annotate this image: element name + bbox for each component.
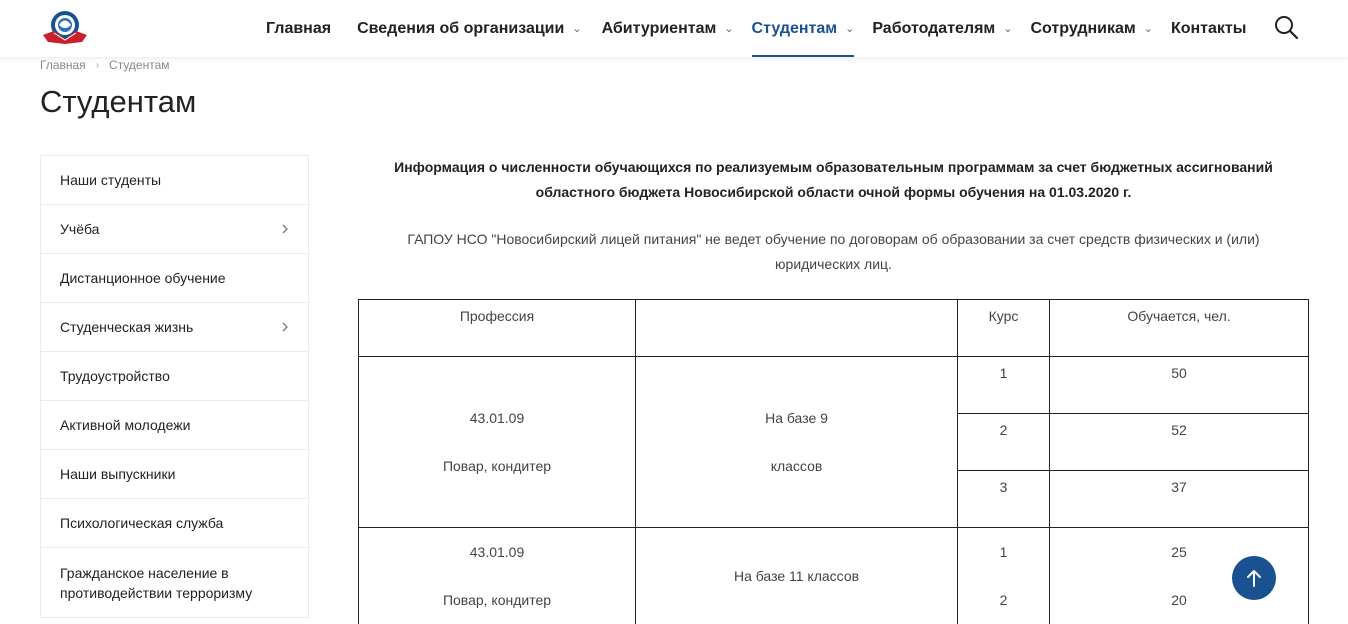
page-title: Студентам [40,84,197,119]
breadcrumb-current: Студентам [109,58,170,72]
nav-item-employers[interactable] [872,0,1012,57]
count-cell: 25 [1050,528,1309,577]
sidebar-item-label: Активной молодежи [60,417,191,433]
base-cell [636,357,958,528]
main-nav [266,0,1246,57]
count-cell: 52 [1050,414,1309,471]
table-row [359,528,1309,577]
nav-label: Абитуриентам [601,19,717,37]
nav-label: Контакты [1170,19,1247,37]
sidebar-item-label: Гражданское население в противодействии терроризму [60,564,253,601]
sidebar-item-graduates[interactable] [41,450,308,499]
chevron-right-icon: › [95,59,100,71]
nav-item-contacts[interactable] [1171,0,1246,57]
sidebar-item-employment[interactable] [41,352,308,401]
nav-item-students[interactable] [752,0,855,57]
chevron-down-icon: ⌄ [845,23,855,35]
base-text: На базе 9 [765,410,828,426]
chevron-down-icon: ⌄ [724,23,734,35]
site-header [0,0,1348,57]
profession-name: Повар, кондитер [442,592,552,608]
profession-code: 43.01.09 [469,544,525,560]
chevron-down-icon: ⌄ [1003,23,1013,35]
info-note-line: ГАПОУ НСО "Новосибирский лицей питания" не ведет обучение по договорам об образовании за счет средств физических и (или) [407,231,1260,247]
count-cell: 37 [1050,471,1309,528]
header-count: Обучается, чел. [1050,300,1309,357]
search-icon[interactable] [1273,14,1299,40]
sidebar-item-label: Трудоустройство [60,368,170,384]
logo-icon[interactable] [40,9,90,47]
chevron-right-icon [280,224,290,234]
enrollment-table [358,299,1309,624]
sidebar-item-distance-learning[interactable] [41,254,308,303]
course-cell: 2 [958,414,1050,471]
sidebar-item-label: Наши студенты [60,172,162,188]
sidebar-item-label: Учёба [60,221,100,237]
course-cell: 1 [958,357,1050,414]
sidebar-item-anti-terrorism[interactable] [41,548,308,618]
arrow-up-icon [1245,568,1263,588]
sidebar-item-student-life[interactable] [41,303,308,352]
sidebar-item-psychological-service[interactable] [41,499,308,548]
sidebar-menu [40,155,309,618]
scroll-to-top-button[interactable] [1232,556,1276,600]
chevron-right-icon [280,322,290,332]
nav-item-about[interactable] [357,0,582,57]
course-cell: 1 [958,528,1050,577]
table-header-row [359,300,1309,357]
info-note [358,227,1309,277]
nav-label: Главная [266,19,332,37]
header-profession: Профессия [359,300,636,357]
nav-item-staff[interactable] [1030,0,1152,57]
info-heading [358,155,1309,205]
profession-cell [359,357,636,528]
base-text: классов [770,458,823,474]
sidebar-item-label: Студенческая жизнь [60,319,194,335]
nav-label: Студентам [751,19,838,37]
main-content [358,155,1309,608]
nav-item-applicants[interactable] [602,0,734,57]
table-row [359,357,1309,414]
chevron-down-icon: ⌄ [1143,23,1153,35]
sidebar-item-label: Наши выпускники [60,466,176,482]
nav-label: Сотрудникам [1030,19,1136,37]
sidebar-item-study[interactable] [41,205,308,254]
profession-cell [359,528,636,624]
breadcrumb [40,58,170,72]
sidebar-item-our-students[interactable] [41,156,308,205]
breadcrumb-home[interactable]: Главная [40,58,86,72]
sidebar-item-active-youth[interactable] [41,401,308,450]
base-cell: На базе 11 классов [636,528,958,624]
info-heading-line: областного бюджета Новосибирской области очной формы обучения на 01.03.2020 г. [535,184,1132,200]
nav-label: Сведения об организации [357,19,565,37]
header-course: Курс [958,300,1050,357]
profession-name: Повар, кондитер [442,458,552,474]
info-heading-line: Информация о численности обучающихся по реализуемым образовательным программам за счет бюджетных ассигнований [394,159,1273,175]
info-note-line: юридических лиц. [775,256,892,272]
sidebar-item-label: Дистанционное обучение [60,270,226,286]
count-cell: 50 [1050,357,1309,414]
count-cell: 20 [1050,576,1309,624]
profession-code: 43.01.09 [469,410,525,426]
nav-label: Работодателям [872,19,996,37]
header-base [636,300,958,357]
chevron-down-icon: ⌄ [572,23,582,35]
course-cell: 2 [958,576,1050,624]
course-cell: 3 [958,471,1050,528]
nav-item-home[interactable] [266,0,331,57]
sidebar-item-label: Психологическая служба [60,515,224,531]
